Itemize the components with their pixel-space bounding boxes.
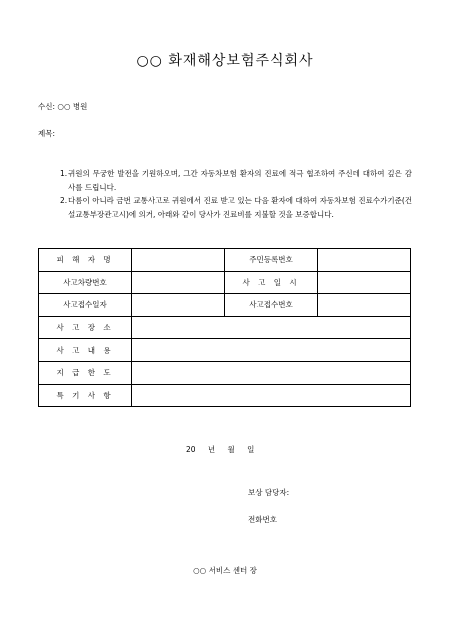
location-value[interactable] xyxy=(132,316,411,339)
date-line: 20 년 월 일 xyxy=(186,445,255,454)
vehicle-number-label: 사고차량번호 xyxy=(39,271,132,294)
receipt-date-value[interactable] xyxy=(132,294,225,317)
details-value[interactable] xyxy=(132,339,411,362)
recipient-line: 수신: ○○ 병원 xyxy=(38,102,88,111)
table-row xyxy=(39,271,411,294)
location-label: 사 고 장 소 xyxy=(39,316,132,339)
table-row xyxy=(39,339,411,362)
victim-name-label: 피 해 자 명 xyxy=(39,249,132,272)
details-label: 사 고 내 용 xyxy=(39,339,132,362)
resident-number-label: 주민등록번호 xyxy=(224,249,317,272)
guarantee-form-table xyxy=(38,248,411,407)
receipt-number-value[interactable] xyxy=(318,294,411,317)
table-row xyxy=(39,316,411,339)
receipt-date-label: 사고접수일자 xyxy=(39,294,132,317)
paragraph-2-number: 2. xyxy=(60,196,68,205)
table-row xyxy=(39,361,411,384)
paragraph-2-text: 다름이 아니라 금번 교통사고로 귀원에서 진료 받고 있는 다음 환자에 대하여 자동차보험 진료수가기준(건설교통부장관고시)에 의거, 아래와 같이 당사가 진료비를 지불할 것을 보증합니다. xyxy=(68,196,412,219)
remarks-label: 특 기 사 항 xyxy=(39,384,132,407)
vehicle-number-value[interactable] xyxy=(132,271,225,294)
service-center-signature: ○○ 서비스 센터 장 xyxy=(193,566,257,575)
receipt-number-label: 사고접수번호 xyxy=(224,294,317,317)
paragraph-1-number: 1. xyxy=(60,169,68,178)
remarks-value[interactable] xyxy=(132,384,411,407)
accident-date-value[interactable] xyxy=(318,271,411,294)
subject-line: 제목: xyxy=(38,129,56,138)
limit-label: 지 급 한 도 xyxy=(39,361,132,384)
table-row xyxy=(39,384,411,407)
document-title: ○○ 화재해상보험주식회사 xyxy=(136,53,314,69)
resident-number-value[interactable] xyxy=(318,249,411,272)
table-row xyxy=(39,249,411,272)
accident-date-label: 사 고 일 시 xyxy=(224,271,317,294)
limit-value[interactable] xyxy=(132,361,411,384)
phone-line: 전화번호 xyxy=(248,515,277,524)
table-row xyxy=(39,294,411,317)
paragraph-1-text: 귀원의 무궁한 발전을 기원하오며, 그간 자동차보험 환자의 진료에 적극 협조하여 주신데 대하여 깊은 감사를 드립니다. xyxy=(68,169,412,192)
victim-name-value[interactable] xyxy=(132,249,225,272)
manager-line: 보상 담당자: xyxy=(248,488,290,497)
